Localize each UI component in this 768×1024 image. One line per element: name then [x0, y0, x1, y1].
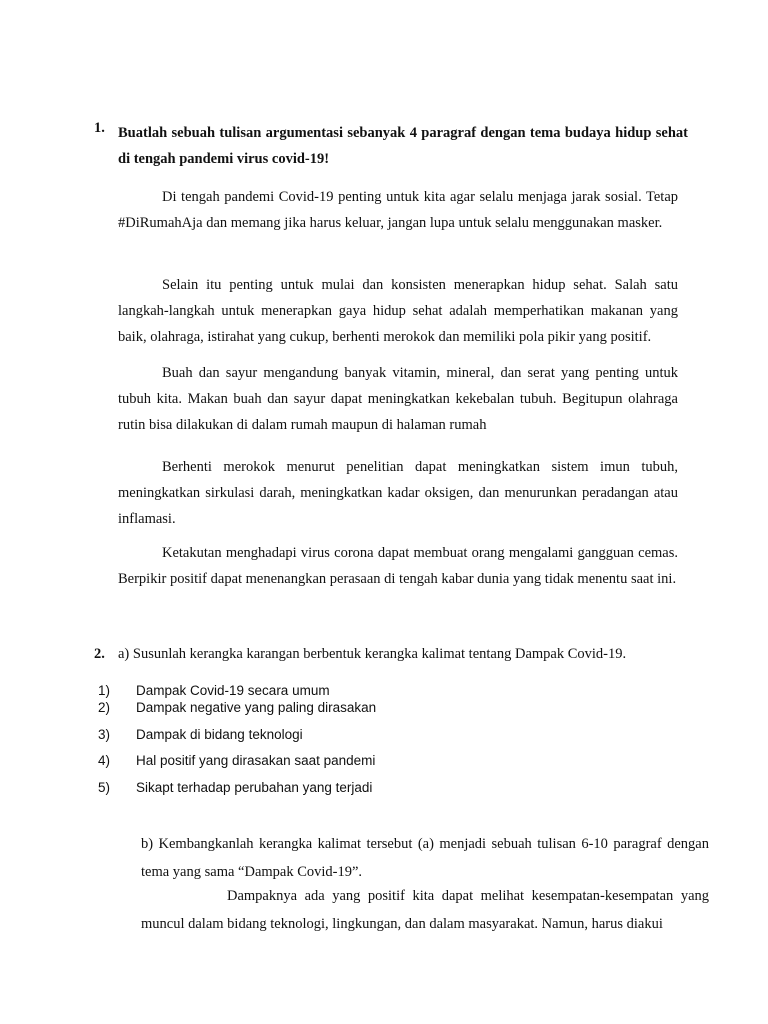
question-2-number: 2.: [94, 646, 105, 662]
answer-1-paragraph-3: Buah dan sayur mengandung banyak vitamin, mineral, dan serat yang penting untuk tubuh kita. Makan buah dan sayur dapat meningkatkan kekebalan tubuh. Begitupun olahraga rutin bisa dilakukan di dalam rumah maupun di halaman rumah: [118, 365, 678, 433]
outline-item-number: 2): [98, 700, 111, 715]
outline-item: [98, 753, 375, 768]
answer-1-paragraph-4: Berhenti merokok menurut penelitian dapat meningkatkan sistem imun tubuh, meningkatkan sirkulasi darah, meningkatkan kadar oksigen, dan menurunkan peradangan atau inflamasi.: [118, 459, 678, 527]
outline-item: [98, 727, 303, 742]
outline-item-number: 5): [98, 780, 111, 795]
outline-item: [98, 700, 376, 715]
answer-1-paragraph-5: Ketakutan menghadapi virus corona dapat membuat orang mengalami gangguan cemas. Berpikir positif dapat menenangkan perasaan di tengah kabar dunia yang tidak menentu saat ini.: [118, 545, 678, 587]
outline-item-number: 1): [98, 683, 111, 698]
question-2a-prompt: a) Susunlah kerangka karangan berbentuk kerangka kalimat tentang Dampak Covid-19.: [118, 646, 627, 662]
outline-item-number: 3): [98, 727, 111, 742]
outline-item-text: Dampak negative yang paling dirasakan: [136, 700, 377, 715]
question-2b-prompt: b) Kembangkanlah kerangka kalimat tersebut (a) menjadi sebuah tulisan 6-10 paragraf dengan tema yang sama “Dampak Covid-19”.: [141, 836, 709, 880]
answer-2b-paragraph: Dampaknya ada yang positif kita dapat melihat kesempatan-kesempatan yang muncul dalam bidang teknologi, lingkungan, dan dalam masyarakat. Namun, harus diakui: [141, 888, 709, 932]
outline-item: [98, 683, 330, 698]
outline-item-text: Sikapt terhadap perubahan yang terjadi: [136, 780, 373, 795]
outline-item-number: 4): [98, 753, 111, 768]
question-1-number: 1.: [94, 120, 105, 136]
outline-item: [98, 780, 372, 795]
question-1-prompt: Buatlah sebuah tulisan argumentasi sebanyak 4 paragraf dengan tema budaya hidup sehat di tengah pandemi virus covid-19!: [118, 125, 688, 167]
outline-item-text: Dampak Covid-19 secara umum: [136, 683, 330, 698]
answer-1-paragraph-2: Selain itu penting untuk mulai dan konsisten menerapkan hidup sehat. Salah satu langkah-langkah untuk menerapkan gaya hidup sehat adalah memperhatikan makanan yang baik, olahraga, istirahat yang cukup, berhenti merokok dan memiliki pola pikir yang positif.: [118, 277, 678, 345]
outline-item-text: Dampak di bidang teknologi: [136, 727, 303, 742]
outline-item-text: Hal positif yang dirasakan saat pandemi: [136, 753, 376, 768]
answer-1-paragraph-1: Di tengah pandemi Covid-19 penting untuk kita agar selalu menjaga jarak sosial. Tetap #DiRumahAja dan memang jika harus keluar, jangan lupa untuk selalu menggunakan masker.: [118, 189, 678, 231]
